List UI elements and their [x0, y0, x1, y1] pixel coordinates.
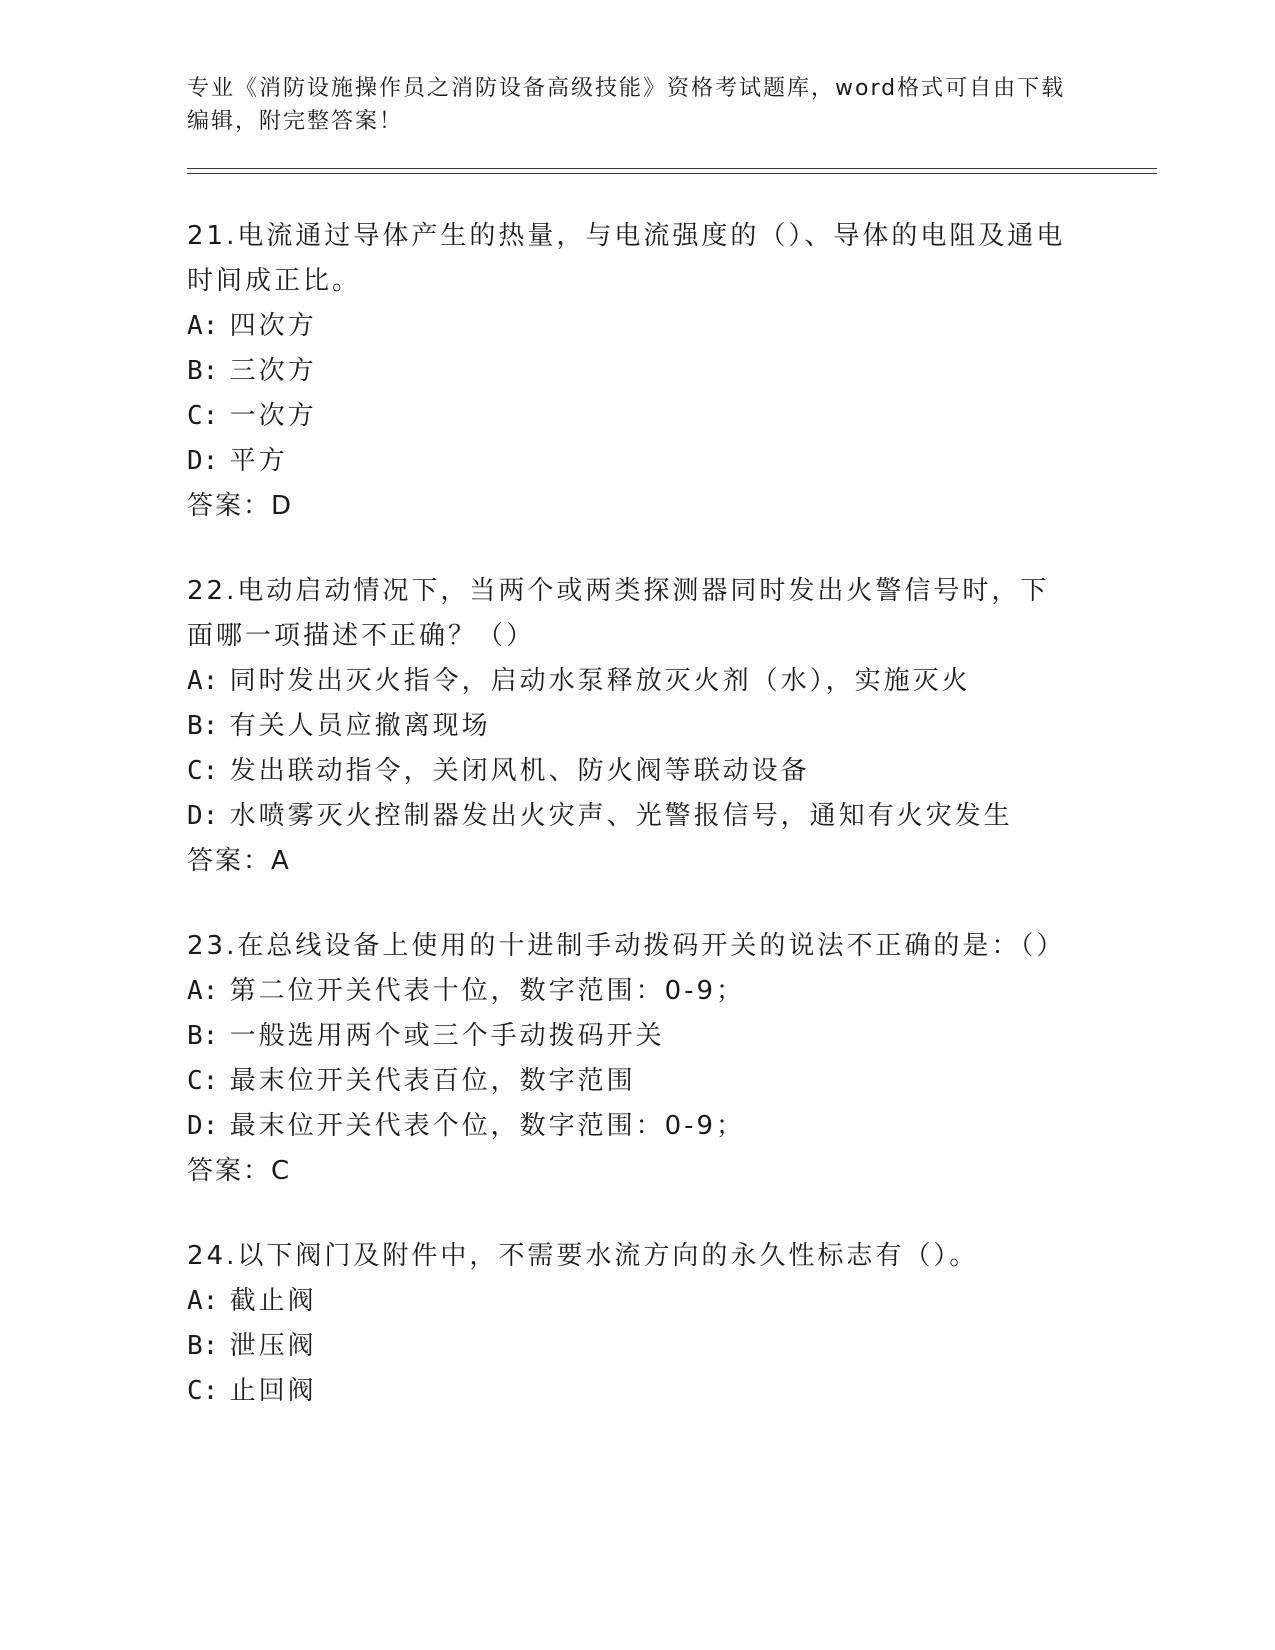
answer-value: A	[271, 846, 291, 876]
option-text: 一次方	[229, 401, 317, 431]
option-text: 四次方	[229, 311, 317, 341]
option-d	[187, 794, 1157, 839]
question-text: 21.电流通过导体产生的热量，与电流强度的（）、导体的电阻及通电时间成正比。	[187, 221, 1066, 296]
answer-value: D	[271, 491, 294, 521]
option-text: 最末位开关代表个位，数字范围：0-9；	[229, 1111, 746, 1141]
question-text: 24.以下阀门及附件中，不需要水流方向的永久性标志有（）。	[187, 1241, 979, 1271]
question-23	[187, 924, 1157, 1194]
document-header: 专业《消防设施操作员之消防设备高级技能》资格考试题库，word格式可自由下载编辑，附完整答案！	[187, 76, 1066, 134]
answer-label: 答案：	[187, 1156, 272, 1186]
option-text: 有关人员应撤离现场	[229, 711, 491, 741]
answer-line	[187, 484, 1157, 529]
option-b	[187, 1014, 1157, 1059]
option-letter: D:	[187, 1111, 219, 1141]
option-letter: C:	[187, 1066, 219, 1096]
option-letter: D:	[187, 801, 219, 831]
option-c	[187, 1369, 1157, 1414]
option-text: 发出联动指令，关闭风机、防火阀等联动设备	[229, 756, 810, 786]
option-letter: B:	[187, 1331, 219, 1361]
option-d	[187, 439, 1157, 484]
option-letter: A:	[187, 976, 219, 1006]
option-d	[187, 1104, 1157, 1149]
option-c	[187, 394, 1157, 439]
answer-value: C	[271, 1156, 292, 1186]
option-text: 平方	[229, 446, 288, 476]
option-letter: B:	[187, 1021, 219, 1051]
option-letter: B:	[187, 356, 219, 386]
option-letter: C:	[187, 1376, 219, 1406]
option-text: 泄压阀	[229, 1331, 317, 1361]
option-letter: B:	[187, 711, 219, 741]
document-page	[187, 72, 1157, 1454]
option-c	[187, 749, 1157, 794]
option-text: 一般选用两个或三个手动拨码开关	[229, 1021, 665, 1051]
option-text: 同时发出灭火指令，启动水泵释放灭火剂（水），实施灭火	[229, 666, 971, 696]
option-b	[187, 1324, 1157, 1369]
option-c	[187, 1059, 1157, 1104]
header-divider	[187, 168, 1157, 174]
question-22	[187, 569, 1157, 884]
option-letter: D:	[187, 446, 219, 476]
question-24	[187, 1234, 1157, 1414]
answer-line	[187, 839, 1157, 884]
option-letter: C:	[187, 401, 219, 431]
option-letter: A:	[187, 311, 219, 341]
answer-line	[187, 1149, 1157, 1194]
option-letter: C:	[187, 756, 219, 786]
question-text: 23.在总线设备上使用的十进制手动拨码开关的说法不正确的是：（）	[187, 931, 1066, 961]
option-a	[187, 969, 1157, 1014]
question-list	[187, 214, 1157, 1414]
option-text: 止回阀	[229, 1376, 317, 1406]
option-text: 最末位开关代表百位，数字范围	[229, 1066, 636, 1096]
option-b	[187, 704, 1157, 749]
answer-label: 答案：	[187, 491, 272, 521]
option-text: 水喷雾灭火控制器发出火灾声、光警报信号，通知有火灾发生	[229, 801, 1013, 831]
answer-label: 答案：	[187, 846, 272, 876]
option-letter: A:	[187, 1286, 219, 1316]
option-a	[187, 1279, 1157, 1324]
option-letter: A:	[187, 666, 219, 696]
option-text: 截止阀	[229, 1286, 317, 1316]
question-21	[187, 214, 1157, 529]
option-a	[187, 304, 1157, 349]
question-text: 22.电动启动情况下，当两个或两类探测器同时发出火警信号时，下面哪一项描述不正确？（）	[187, 576, 1050, 651]
option-a	[187, 659, 1157, 704]
option-b	[187, 349, 1157, 394]
option-text: 第二位开关代表十位，数字范围：0-9；	[229, 976, 746, 1006]
option-text: 三次方	[229, 356, 317, 386]
